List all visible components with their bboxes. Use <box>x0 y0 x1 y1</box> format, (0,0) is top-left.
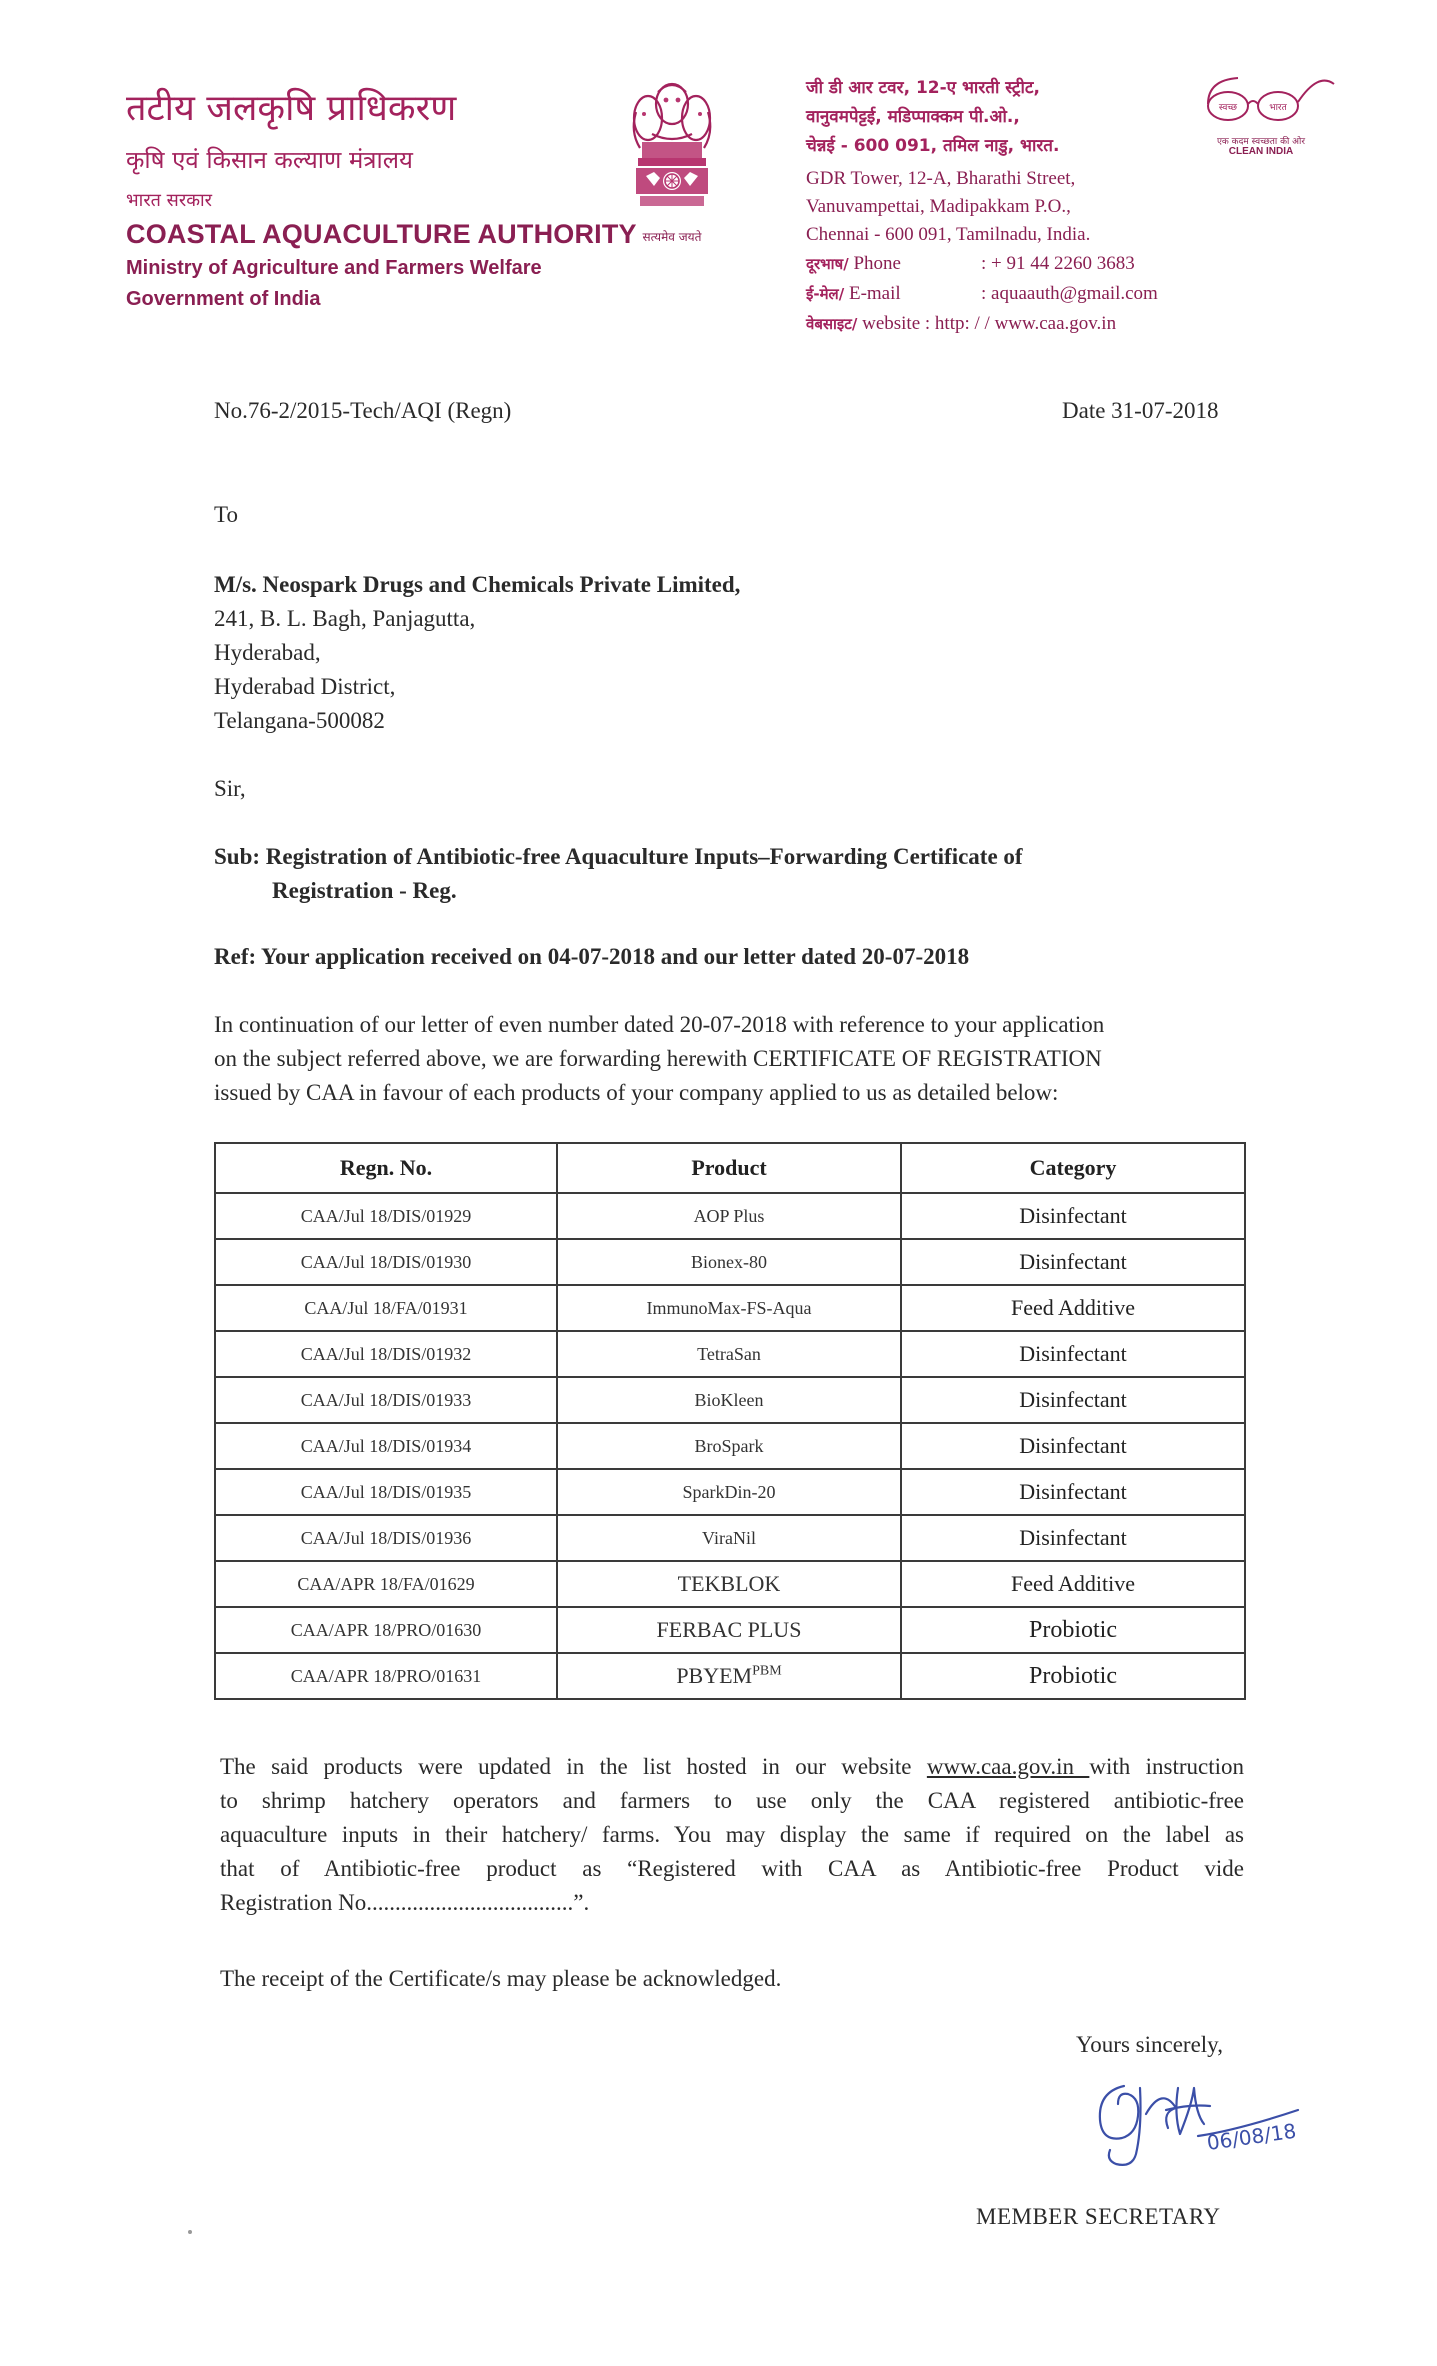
product-cell: Bionex-80 <box>557 1239 901 1285</box>
website-value[interactable]: http: / / www.caa.gov.in <box>934 313 1117 334</box>
addressee-block <box>214 568 740 738</box>
email-value[interactable]: : aquaauth@gmail.com <box>981 283 1158 304</box>
paragraph-website-line-4: that of Antibiotic-free product as “Registered with CAA as Antibiotic-free Product vide <box>220 1856 1244 1881</box>
header-regn-no: Regn. No. <box>215 1143 557 1193</box>
paragraph-website-text-a: The said products were updated in the list hosted in our website <box>220 1754 927 1779</box>
reference-line: Ref: Your application received on 04-07-2018 and our letter dated 20-07-2018 <box>214 944 970 969</box>
address-hindi-line-3: चेन्नई - 600 091, तमिल नाडु, भारत. <box>806 136 1060 156</box>
emblem-motto: सत्यमेव जयते <box>642 230 702 244</box>
phone-row <box>806 249 1206 279</box>
email-label: E-mail <box>844 283 901 304</box>
signatory-designation: MEMBER SECRETARY <box>976 2204 1221 2229</box>
address-english-line-3: Chennai - 600 091, Tamilnadu, India. <box>806 224 1091 245</box>
regn-no-cell: CAA/Jul 18/DIS/01932 <box>215 1331 557 1377</box>
email-label-hindi: ई-मेल/ <box>806 285 845 303</box>
addressee-line-2: Hyderabad, <box>214 640 321 665</box>
phone-label: Phone <box>848 253 901 274</box>
paragraph-intro <box>214 1008 1238 1110</box>
table-row <box>215 1331 1245 1377</box>
clean-india-tagline: एक कदम स्वच्छता की ओर <box>1216 137 1306 147</box>
handwritten-signature-icon <box>1080 2058 1320 2178</box>
regn-no-cell: CAA/Jul 18/FA/01931 <box>215 1285 557 1331</box>
phone-label-hindi: दूरभाष/ <box>806 255 849 273</box>
lion-capital-icon <box>622 72 722 228</box>
table-row <box>215 1561 1245 1607</box>
scan-speck <box>188 2230 192 2234</box>
table-row <box>215 1515 1245 1561</box>
government-name-english: Government of India <box>126 288 321 310</box>
phone-value: : + 91 44 2260 3683 <box>981 253 1135 274</box>
product-cell <box>557 1653 901 1699</box>
table-row <box>215 1423 1245 1469</box>
regn-no-cell: CAA/Jul 18/DIS/01929 <box>215 1193 557 1239</box>
clean-india-logo <box>1196 70 1346 170</box>
glasses-left-text: स्वच्छ <box>1218 103 1238 113</box>
category-cell: Probiotic <box>901 1607 1245 1653</box>
regn-no-cell: CAA/Jul 18/DIS/01936 <box>215 1515 557 1561</box>
registration-table <box>214 1142 1246 1700</box>
table-row <box>215 1653 1245 1699</box>
regn-no-cell: CAA/Jul 18/DIS/01930 <box>215 1239 557 1285</box>
website-label-hindi: वेबसाइट/ <box>806 315 858 333</box>
paragraph-intro-line-1: In continuation of our letter of even number dated 20-07-2018 with reference to your application <box>214 1012 1105 1037</box>
category-cell: Disinfectant <box>901 1469 1245 1515</box>
authority-name-hindi: तटीय जलकृषि प्राधिकरण <box>126 88 457 129</box>
table-row <box>215 1469 1245 1515</box>
category-cell: Feed Additive <box>901 1561 1245 1607</box>
header-category: Category <box>901 1143 1245 1193</box>
product-cell: AOP Plus <box>557 1193 901 1239</box>
category-cell: Disinfectant <box>901 1331 1245 1377</box>
signature <box>1080 2058 1320 2178</box>
regn-no-cell: CAA/APR 18/PRO/01631 <box>215 1653 557 1699</box>
government-name-hindi: भारत सरकार <box>126 190 213 211</box>
category-cell: Disinfectant <box>901 1239 1245 1285</box>
closing-salutation: Yours sincerely, <box>1076 2032 1223 2057</box>
acknowledgement-paragraph: The receipt of the Certificate/s may please be acknowledged. <box>220 1966 782 1991</box>
product-cell: BioKleen <box>557 1377 901 1423</box>
address-english-line-2: Vanuvampettai, Madipakkam P.O., <box>806 196 1071 217</box>
signature-date: 06/08/18 <box>1205 2118 1298 2155</box>
glasses-icon <box>1196 70 1336 134</box>
product-name: PBYEM <box>676 1663 753 1688</box>
national-emblem <box>622 72 722 252</box>
paragraph-website-line-5: Registration No....................................”. <box>220 1890 590 1915</box>
header-product: Product <box>557 1143 901 1193</box>
letterhead-left <box>126 84 637 314</box>
product-cell: SparkDin-20 <box>557 1469 901 1515</box>
regn-no-cell: CAA/Jul 18/DIS/01933 <box>215 1377 557 1423</box>
product-superscript: PBM <box>752 1663 782 1679</box>
ministry-name-english: Ministry of Agriculture and Farmers Welfare <box>126 257 542 279</box>
product-cell: ViraNil <box>557 1515 901 1561</box>
table-header-row <box>215 1143 1245 1193</box>
regn-no-cell: CAA/APR 18/PRO/01630 <box>215 1607 557 1653</box>
address-english-line-1: GDR Tower, 12-A, Bharathi Street, <box>806 168 1076 189</box>
category-cell: Disinfectant <box>901 1377 1245 1423</box>
subject <box>214 840 1023 908</box>
addressee-name: M/s. Neospark Drugs and Chemicals Private Limited, <box>214 572 741 597</box>
website-link[interactable]: www.caa.gov.in <box>926 1754 1090 1779</box>
regn-no-cell: CAA/Jul 18/DIS/01935 <box>215 1469 557 1515</box>
product-cell: BroSpark <box>557 1423 901 1469</box>
salutation: Sir, <box>214 776 246 801</box>
category-cell: Probiotic <box>901 1653 1245 1699</box>
website-label: website : <box>857 313 935 334</box>
table-row <box>215 1193 1245 1239</box>
product-cell: FERBAC PLUS <box>557 1607 901 1653</box>
addressee-line-1: 241, B. L. Bagh, Panjagutta, <box>214 606 476 631</box>
email-row <box>806 279 1206 309</box>
letterhead-right <box>806 74 1206 339</box>
paragraph-intro-line-3: issued by CAA in favour of each products of your company applied to us as detailed below: <box>214 1080 1059 1105</box>
table-row <box>215 1239 1245 1285</box>
subject-line-1: Sub: Registration of Antibiotic-free Aquaculture Inputs–Forwarding Certificate of <box>214 844 1023 869</box>
authority-name-english: COASTAL AQUACULTURE AUTHORITY <box>126 219 637 249</box>
paragraph-website-line-1 <box>220 1750 1244 1784</box>
product-cell: ImmunoMax-FS-Aqua <box>557 1285 901 1331</box>
category-cell: Disinfectant <box>901 1423 1245 1469</box>
category-cell: Disinfectant <box>901 1515 1245 1561</box>
category-cell: Disinfectant <box>901 1193 1245 1239</box>
paragraph-website-line-2: to shrimp hatchery operators and farmers to use only the CAA registered antibiotic-free <box>220 1788 1244 1813</box>
addressee-line-3: Hyderabad District, <box>214 674 396 699</box>
product-cell: TEKBLOK <box>557 1561 901 1607</box>
regn-no-cell: CAA/Jul 18/DIS/01934 <box>215 1423 557 1469</box>
paragraph-website-text-b: with instruction <box>1089 1754 1244 1779</box>
product-cell: TetraSan <box>557 1331 901 1377</box>
reference-number: No.76-2/2015-Tech/AQI (Regn) <box>214 398 512 423</box>
ministry-name-hindi: कृषि एवं किसान कल्याण मंत्रालय <box>126 146 413 174</box>
paragraph-intro-line-2: on the subject referred above, we are forwarding herewith CERTIFICATE OF REGISTRATION <box>214 1046 1102 1071</box>
letter-date: Date 31-07-2018 <box>1062 398 1219 423</box>
paragraph-website <box>220 1750 1244 1920</box>
table-row <box>215 1377 1245 1423</box>
glasses-right-text: भारत <box>1269 103 1287 113</box>
category-cell: Feed Additive <box>901 1285 1245 1331</box>
addressee-line-4: Telangana-500082 <box>214 708 385 733</box>
website-row <box>806 309 1206 339</box>
clean-india-label: CLEAN INDIA <box>1228 146 1294 157</box>
table-row <box>215 1607 1245 1653</box>
paragraph-website-line-3: aquaculture inputs in their hatchery/ farms. You may display the same if required on the label as <box>220 1822 1244 1847</box>
address-hindi-line-2: वानुवमपेट्टई, मडिप्पाक्कम पी.ओ., <box>806 107 1020 127</box>
table-row <box>215 1285 1245 1331</box>
address-hindi-line-1: जी डी आर टवर, 12-ए भारती स्ट्रीट, <box>806 78 1040 98</box>
to-label: To <box>214 502 238 527</box>
subject-line-2: Registration - Reg. <box>272 878 457 903</box>
regn-no-cell: CAA/APR 18/FA/01629 <box>215 1561 557 1607</box>
